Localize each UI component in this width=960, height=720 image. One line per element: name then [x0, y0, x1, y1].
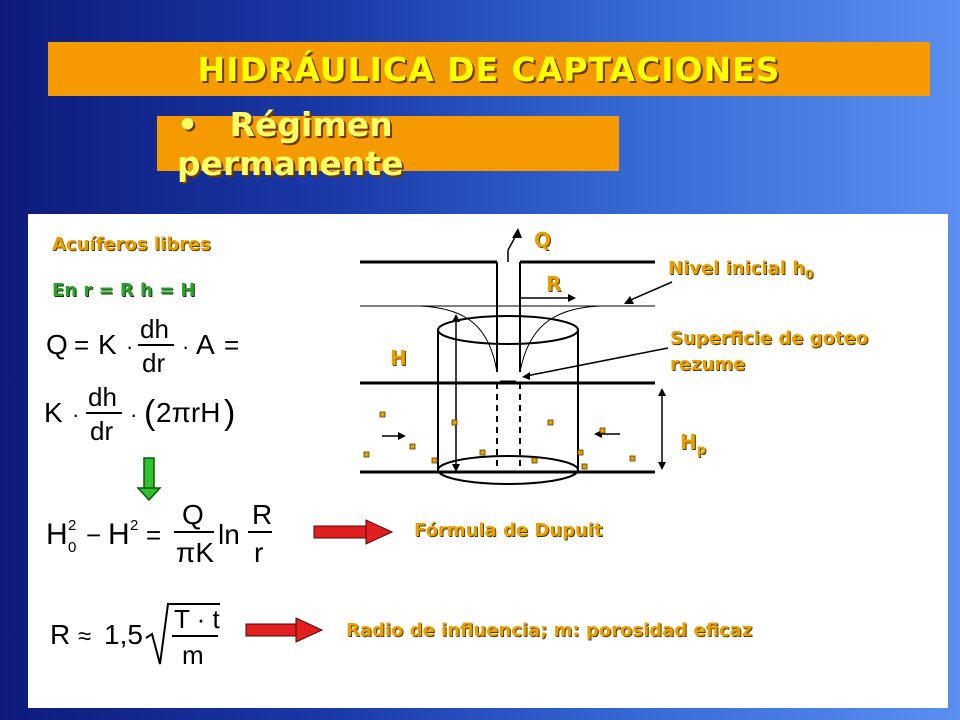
svg-text:H: H	[108, 518, 130, 551]
svg-text:0: 0	[68, 539, 77, 556]
svg-text:πK: πK	[176, 537, 214, 568]
svg-text:=: =	[146, 520, 162, 550]
subtitle-text: Régimen permanente	[177, 104, 404, 183]
label-h: H	[390, 346, 407, 370]
hp-sub: p	[696, 443, 707, 458]
initial-level-text: Nivel inicial h	[668, 258, 806, 279]
dupuit-formula-graphic	[44, 496, 294, 572]
flow-formula-graphic	[40, 382, 270, 452]
radius-formula-graphic	[48, 598, 228, 674]
page-title: HIDRÁULICA DE CAPTACIONES	[197, 49, 781, 89]
svg-text:dr: dr	[90, 416, 114, 446]
radius-formula	[48, 598, 228, 679]
svg-text:−: −	[86, 520, 102, 550]
radius-caption: Radio de influencia; m: porosidad eficaz	[346, 620, 753, 641]
svg-text:2: 2	[68, 517, 77, 534]
svg-text:·: ·	[126, 334, 134, 359]
svg-text:·: ·	[182, 334, 190, 359]
svg-text:H: H	[46, 518, 68, 551]
svg-text:K: K	[44, 397, 63, 428]
label-seepage-surface	[670, 326, 868, 378]
svg-text:K: K	[98, 329, 117, 360]
svg-text:m: m	[182, 640, 204, 670]
subtitle: • Régimen permanente	[177, 104, 404, 183]
seepage-surface-line1: Superficie de goteo	[670, 328, 869, 349]
darcy-formula	[44, 312, 284, 382]
svg-text:dr: dr	[142, 348, 166, 378]
svg-text:≈: ≈	[78, 623, 92, 650]
initial-level-sub: 0	[805, 267, 814, 282]
hp-text: H	[680, 430, 697, 454]
svg-text:2: 2	[130, 517, 139, 534]
boundary-condition-label: En r = R h = H	[52, 280, 196, 301]
svg-text:=: =	[224, 330, 240, 360]
svg-text:r: r	[254, 537, 264, 568]
dupuit-formula	[44, 496, 294, 577]
svg-text:·: ·	[130, 402, 138, 427]
svg-text:A: A	[196, 329, 215, 360]
svg-text:·: ·	[72, 402, 80, 427]
svg-text:ln: ln	[218, 519, 240, 550]
darcy-formula-graphic	[44, 312, 284, 382]
label-hp	[680, 430, 706, 458]
title-bar	[48, 42, 930, 96]
svg-text:Q: Q	[182, 499, 204, 530]
dupuit-caption: Fórmula de Dupuit	[414, 520, 603, 541]
svg-text:2πrH: 2πrH	[156, 397, 221, 428]
svg-text:(: (	[144, 394, 156, 432]
svg-text:R: R	[50, 619, 71, 650]
label-initial-level	[668, 258, 813, 282]
svg-text:T · t: T · t	[174, 604, 220, 634]
aquifer-type-label: Acuíferos libres	[52, 234, 211, 255]
seepage-surface-line2: rezume	[670, 354, 746, 375]
svg-text:dh: dh	[140, 314, 169, 344]
svg-text:R: R	[252, 499, 273, 530]
svg-text:1,5: 1,5	[104, 619, 143, 650]
svg-text:): )	[224, 394, 236, 432]
flow-formula	[40, 382, 270, 452]
label-r: R	[546, 272, 562, 296]
svg-text:dh: dh	[88, 382, 117, 412]
svg-text:Q: Q	[46, 329, 68, 360]
svg-text:=: =	[74, 330, 90, 360]
subtitle-box	[157, 104, 619, 183]
label-q: Q	[534, 228, 552, 252]
